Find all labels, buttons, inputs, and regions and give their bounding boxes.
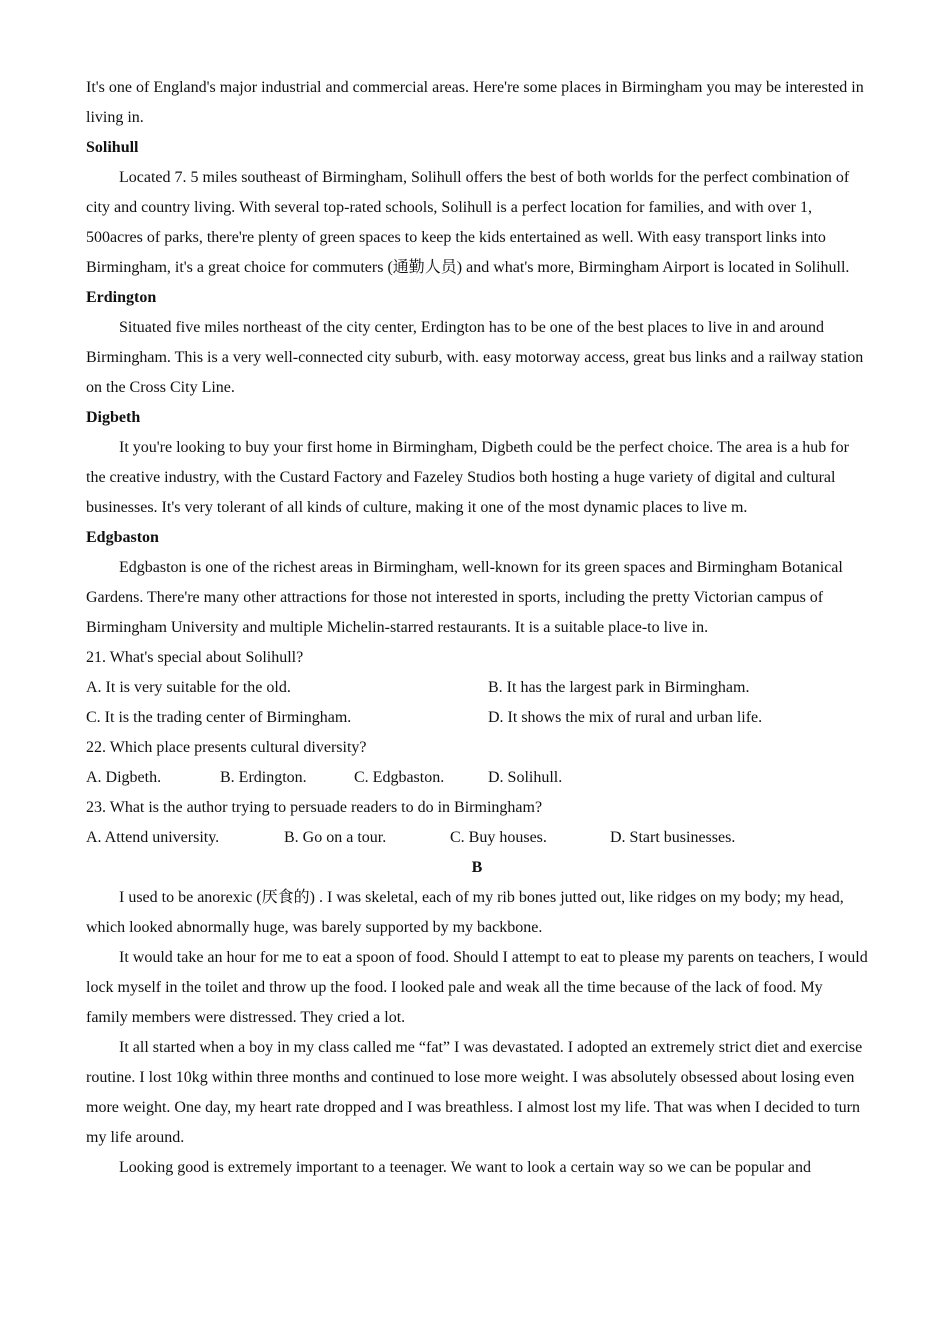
section-text-erdington: Situated five miles northeast of the city center, Erdington has to be one of the best places to live in and around Birmingham. This is a very well-connected city suburb, with. easy motorway access, great bus links and a railway station on the Cross City Line. <box>86 319 864 396</box>
document-page <box>86 73 868 1183</box>
option-c: C. Buy houses. <box>450 829 547 846</box>
question-23: 23. What is the author trying to persuade readers to do in Birmingham? <box>86 799 543 816</box>
question-21-options-row1 <box>86 673 868 703</box>
passage-b-paragraph: I used to be anorexic (厌食的) . I was skeletal, each of my rib bones jutted out, like ridges on my body; my head, which looked abnormally huge, was barely supported by my backbone. <box>86 889 844 936</box>
option-a: A. Digbeth. <box>86 769 162 786</box>
option-b: B. It has the largest park in Birmingham. <box>488 679 750 696</box>
section-text-solihull: Located 7. 5 miles southeast of Birmingham, Solihull offers the best of both worlds for the perfect combination of city and country living. With several top-rated schools, Solihull is a perfect location for families, and with over 1, 500acres of parks, there're plenty of green spaces to keep the kids entertained as well. With easy transport links into Birmingham, it's a great choice for commuters (通勤人员) and what's more, Birmingham Airport is located in Solihull. <box>86 169 850 276</box>
passage-b-paragraph: It all started when a boy in my class called me “fat” I was devastated. I adopted an extremely strict diet and exercise routine. I lost 10kg within three months and continued to lose more weight. I was absolutely obsessed about losing even more weight. One day, my heart rate dropped and I was breathless. I almost lost my life. That was when I decided to turn my life around. <box>86 1039 863 1146</box>
question-21-options-row2 <box>86 703 868 733</box>
question-21: 21. What's special about Solihull? <box>86 649 304 666</box>
option-c: C. Edgbaston. <box>354 769 445 786</box>
option-b: B. Go on a tour. <box>284 829 387 846</box>
section-text-edgbaston: Edgbaston is one of the richest areas in Birmingham, well-known for its green spaces and Birmingham Botanical Gardens. There're many other attractions for those not interested in sports, including the pretty Victorian campus of Birmingham University and multiple Michelin-starred restaurants. It is a suitable place-to live in. <box>86 559 843 636</box>
section-heading-solihull: Solihull <box>86 139 139 156</box>
question-22-options <box>86 763 868 793</box>
question-22: 22. Which place presents cultural diversity? <box>86 739 367 756</box>
section-heading-erdington: Erdington <box>86 289 157 306</box>
option-b: B. Erdington. <box>220 769 307 786</box>
option-d: D. It shows the mix of rural and urban life. <box>488 709 763 726</box>
option-c: C. It is the trading center of Birmingham. <box>86 709 352 726</box>
option-a: A. Attend university. <box>86 829 220 846</box>
passage-b-paragraph: It would take an hour for me to eat a spoon of food. Should I attempt to eat to please my parents on teachers, I would lock myself in the toilet and throw up the food. I looked pale and weak all the time because of the lack of food. My family members were distressed. They cried a lot. <box>86 949 868 1026</box>
question-23-options <box>86 823 868 853</box>
option-d: D. Solihull. <box>488 769 563 786</box>
section-heading-digbeth: Digbeth <box>86 409 141 426</box>
passage-b-heading: B <box>471 859 483 876</box>
section-text-digbeth: It you're looking to buy your first home in Birmingham, Digbeth could be the perfect choice. The area is a hub for the creative industry, with the Custard Factory and Fazeley Studios both hosting a huge variety of digital and cultural businesses. It's very tolerant of all kinds of culture, making it one of the most dynamic places to live m. <box>86 439 849 516</box>
option-a: A. It is very suitable for the old. <box>86 679 291 696</box>
passage-b-paragraph: Looking good is extremely important to a teenager. We want to look a certain way so we can be popular and <box>119 1159 811 1176</box>
intro-paragraph: It's one of England's major industrial and commercial areas. Here're some places in Birmingham you may be interested in living in. <box>86 79 864 126</box>
option-d: D. Start businesses. <box>610 829 736 846</box>
section-heading-edgbaston: Edgbaston <box>86 529 159 546</box>
